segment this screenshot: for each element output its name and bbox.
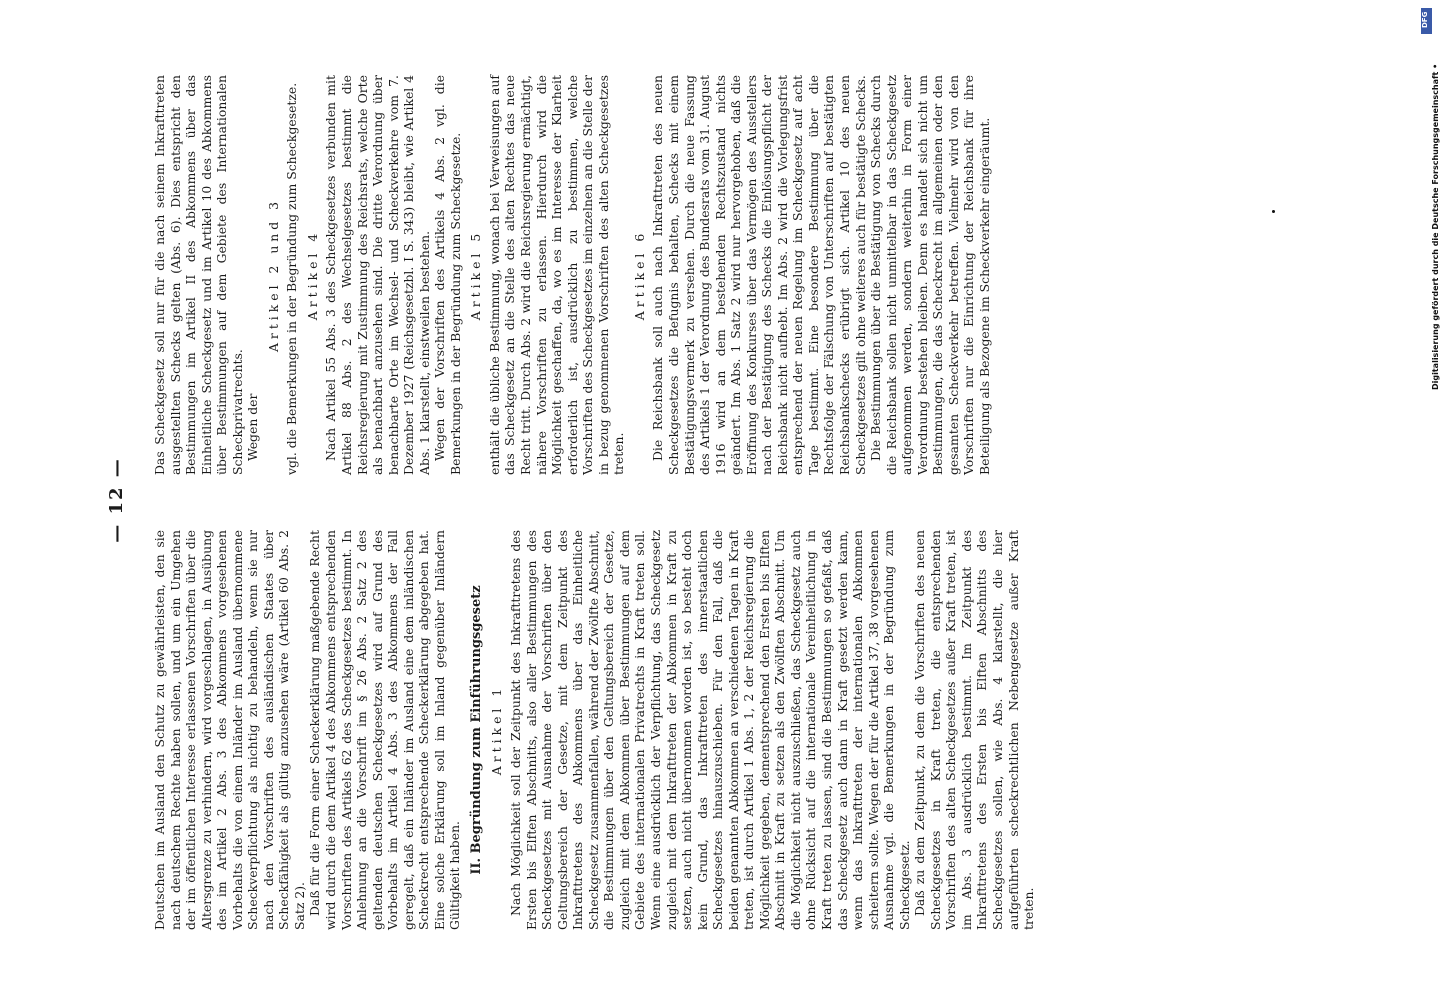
article-6-heading: Artikel 6 <box>631 229 647 321</box>
article-2-3-heading: Artikel 2 und 3 <box>265 197 281 353</box>
article-4-heading: Artikel 4 <box>304 229 320 321</box>
section-heading: II. Begründung zum Einführungsgesetz <box>468 585 484 875</box>
dfg-logo: DFG <box>1421 8 1432 34</box>
right-paragraph-7: Die Reichsbank soll auch nach Inkrafttreten des neuen Scheckgesetzes die Befugnis behalten, Schecks mit einem Bestätigungsvermerk zu versehen. Durch die neue Fassung des Artikels 1 der Verordnung des Bundesrats vom 31. August 1916 wird an dem bestehenden Rechtszustand nichts geändert. Im Abs. 1 Satz 2 wird nur hervorgehoben, daß die Eröffnung des Konkurses über das Vermögen des Ausstellers nach der Bestätigung des Schecks die Einlösungspflicht der Reichsbank nicht aufhebt. Im Abs. 2 wird die Vorlegungsfrist entsprechend der neuen Regelung im Scheckgesetz auf acht Tage bestimmt. Eine besondere Bestimmung über die Rechtsfolge der Fälschung von Unterschriften auf bestätigten Reichsbankschecks erübrigt sich. Artikel 10 des neuen Scheckgesetzes gilt ohne weiteres auch für bestätigte Schecks. <box>650 75 868 475</box>
right-paragraph-6: enthält die übliche Bestimmung, wonach bei Verweisungen auf das Scheckgesetz an die Stelle des alten Rechtes das neue Recht tritt. Durch Abs. 2 wird die Reichsregierung ermächtigt, nähere Vorschriften zu erlassen. Hierdurch wird die Möglichkeit geschaffen, da, wo es im Interesse der Klarheit erforderlich ist, ausdrücklich zu bestimmen, welche Vorschriften des Scheckgesetzes im einzelnen an die Stelle der in bezug genommenen Vorschriften des alten Scheckgesetzes treten. <box>486 75 627 475</box>
left-paragraph-3: Nach Möglichkeit soll der Zeitpunkt des Inkrafttretens des Ersten bis Elften Abschnitts, also aller Bestimmungen des Scheckgesetzes mit Ausnahme der Vorschriften über den Geltungsbereich der Gesetze, mit dem Zeitpunkt des Inkrafttretens des Abkommens über das Einheitliche Scheckgesetz zusammenfallen, während der Zwölfte Abschnitt, die Bestimmungen über den Geltungsbereich der Gesetze, zugleich mit dem Abkommen über Bestimmungen auf dem Gebiete des internationalen Privatrechts in Kraft treten soll. Wenn eine ausdrücklich der Verpflichtung, das Scheckgesetz zugleich mit dem Inkrafttreten der Abkommen in Kraft zu setzen, auch nicht übernommen worden ist, so besteht doch kein Grund, das Inkrafttreten des innerstaatlichen Scheckgesetzes hinauszuschieben. Für den Fall, daß die beiden genannten Abkommen an verschiedenen Tagen in Kraft treten, ist durch Artikel 1 Abs. 1, 2 der Reichsregierung die Möglichkeit gegeben, dementsprechend den Ersten bis Elften Abschnitt in Kraft zu setzen als den Zwölften Abschnitt. Um die Möglichkeit nicht auszuschließen, das Scheckgesetz auch ohne Rücksicht auf die internationale Vereinheitlichung in Kraft treten zu lassen, sind die Bestimmungen so gefaßt, daß das Scheckgesetz auch dann in Kraft gesetzt werden kann, wenn das Inkrafttreten der internationalen Abkommen scheitern sollte. Wegen der für die Artikel 37, 38 vorgesehenen Ausnahme vgl. die Bemerkungen in der Begründung zum Scheckgesetz. <box>508 530 912 930</box>
left-paragraph-1: Deutschen im Ausland den Schutz zu gewährleisten, den sie nach deutschem Rechte haben sollen, und um ein Umgehen der im öffentlichen Interesse erlassenen Vorschriften über die Altersgrenze zu verhindern, wird vorgeschlagen, in Ausübung des im Artikel 2 Abs. 3 des Abkommens vorgesehenen Vorbehalts die von einem Inländer im Ausland übernommene Scheckverpflichtung als nichtig zu behandeln, wenn sie nur nach den Vorschriften des ausländischen Staates über Scheckfähigkeit als gültig anzusehen wäre (Artikel 60 Abs. 2 Satz 2). <box>152 530 307 930</box>
left-column <box>152 530 1037 930</box>
left-paragraph-2: Daß für die Form einer Scheckerklärung maßgebende Recht wird durch die dem Artikel 4 des Abkommens entsprechenden Vorschriften des Artikels 62 des Scheckgesetzes bestimmt. In Anlehnung an die Vorschrift im § 26 Abs. 2 Satz 2 des geltenden deutschen Scheckgesetzes wird auf Grund des Vorbehalts im Artikel 4 Abs. 3 des Abkommens der Fall geregelt, daß ein Inländer im Ausland eine dem inländischen Scheckrecht entsprechende Scheckerklärung abgegeben hat. Eine solche Erklärung soll im Inland gegenüber Inländern Gültigkeit haben. <box>307 530 463 930</box>
article-5-heading: Artikel 5 <box>468 229 484 321</box>
rotated-page-content <box>100 70 1340 930</box>
right-paragraph-4: Nach Artikel 55 Abs. 3 des Scheckgesetzes verbunden mit Artikel 88 Abs. 2 des Wechselgesetzes bestimmt die Reichsregierung mit Zustimmung des Reichsrats, welche Orte als benachbart anzusehen sind. Die dritte Verordnung über benachbarte Orte im Wechsel- und Scheckverkehre vom 7. Dezember 1927 (Reichsgesetzbl. I S. 343) bleibt, wie Artikel 4 Abs. 1 klarstellt, einstweilen bestehen. <box>323 75 432 475</box>
page-number: — 12 — <box>106 457 127 543</box>
digitization-notice <box>1419 5 1440 405</box>
right-paragraph-8: Die Bestimmungen über die Bestätigung von Schecks durch die Reichsbank sollen nicht unmittelbar in das Scheckgesetz aufgenommen werden, sondern weiterhin in Form einer Verordnung bestehen bleiben. Denn es handelt sich nicht um Bestimmungen, die das Scheckrecht im allgemeinen oder den gesamten Scheckverkehr betreffen. Vielmehr wird von den Vorschriften nur die Einrichtung der Reichsbank für ihre Beteiligung als Bezogene im Scheckverkehr eingeräumt. <box>868 75 992 475</box>
right-column <box>152 75 992 475</box>
right-paragraph-1: Das Scheckgesetz soll nur für die nach seinem Inkrafttreten ausgestellten Schecks gelten (Abs. 6). Dies entspricht den Bestimmungen im Artikel II des Abkommens über das Einheitliche Scheckgesetz und im Artikel 10 des Abkommens über Bestimmungen auf dem Gebiete des Internationalen Scheckprivatrechts. <box>152 75 245 475</box>
article-1-heading: Artikel 1 <box>489 684 505 776</box>
right-paragraph-3: vgl. die Bemerkungen in der Begründung zum Scheckgesetze. <box>284 82 300 475</box>
left-paragraph-4: Daß zu dem Zeitpunkt, zu dem die Vorschriften des neuen Scheckgesetzes in Kraft treten, die entsprechenden Vorschriften des alten Scheckgesetzes außer Kraft treten, ist im Abs. 3 ausdrücklich bestimmt. Im Zeitpunkt des Inkrafttretens des Ersten bis Elften Abschnitts des Scheckgesetzes sollen, wie Abs. 4 klarstellt, die hier aufgeführten scheckrechtlichen Nebengesetze außer Kraft treten. <box>912 530 1037 930</box>
right-paragraph-2: Wegen der <box>245 393 261 461</box>
scan-speck <box>1272 210 1275 213</box>
right-paragraph-5: Wegen der Vorschriften des Artikels 4 Abs. 2 vgl. die Bemerkungen in der Begründung zum Scheckgesetze. <box>432 75 463 475</box>
digitization-notice-text: Digitalisierung gefördert durch die Deutsche Forschungsgemeinschaft • <box>1431 63 1440 390</box>
